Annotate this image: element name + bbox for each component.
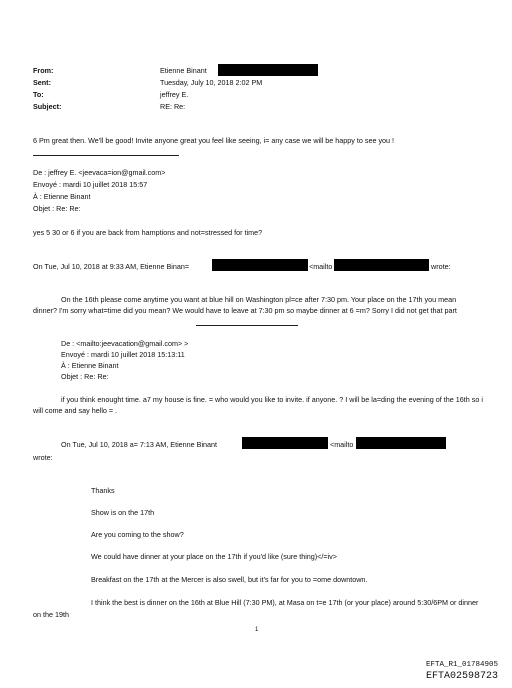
redaction-sender-2 bbox=[242, 437, 328, 449]
from-value: Etienne Binant bbox=[160, 66, 207, 75]
quote2-objet: Objet : Re: Re: bbox=[61, 372, 109, 381]
quoted-paragraph-1: On the 16th please come anytime you want at blue hill on Washington pl=ce after 7:30 pm. Your place on the 17th you mean dinner? I'm sorry what=time did you mean? We would have to leave at 7:30 pm so maybe dinner at 6 =m? Sorry I did not get that part bbox=[33, 295, 457, 315]
quote2-envoye: Envoyé : mardi 10 juillet 2018 15:13:11 bbox=[61, 350, 185, 359]
footer-ref-1: EFTA_R1_01784905 bbox=[425, 661, 498, 669]
subject-value: RE: Re: bbox=[160, 102, 186, 111]
quote1-objet: Objet : Re: Re: bbox=[33, 204, 81, 213]
on-wrote-1-wrote: wrote: bbox=[431, 262, 451, 271]
underline bbox=[196, 325, 298, 326]
line-show: Show is on the 17th bbox=[91, 508, 155, 517]
sent-value: Tuesday, July 10, 2018 2:02 PM bbox=[160, 78, 263, 87]
redaction-sender-1 bbox=[212, 259, 308, 271]
redaction-from bbox=[218, 64, 318, 76]
quote2-de: De : <mailto:jeevacation@gmail.com> > bbox=[61, 339, 189, 348]
quote1-a: À : Etienne Binant bbox=[33, 192, 91, 201]
subject-label: Subject: bbox=[33, 102, 62, 111]
line-breakfast: Breakfast on the 17th at the Mercer is also swell, but it's far for you to =ome downtown. bbox=[91, 575, 368, 584]
on-wrote-2-wrote: wrote: bbox=[33, 453, 53, 462]
quote1-de: De : jeffrey E. <jeevaca=ion@gmail.com> bbox=[33, 168, 166, 177]
sent-label: Sent: bbox=[33, 78, 51, 87]
reply-text-1: 6 Pm great then. We'll be good! Invite anyone great you feel like seeing, i= any case we will be happy to see you ! bbox=[33, 136, 395, 145]
reply-text-2: yes 5 30 or 6 if you are back from hamptions and not=stressed for time? bbox=[33, 228, 263, 237]
quote2-a: À : Etienne Binant bbox=[61, 361, 119, 370]
on-wrote-2-start: On Tue, Jul 10, 2018 a= 7:13 AM, Etienne Binant bbox=[61, 440, 218, 449]
footer-ref-2: EFTA02598723 bbox=[425, 671, 498, 682]
quote1-envoye: Envoyé : mardi 10 juillet 2018 15:57 bbox=[33, 180, 148, 189]
line-dinner-17: We could have dinner at your place on the 17th if you'd like (sure thing)</=iv> bbox=[91, 552, 337, 561]
on-wrote-1-start: On Tue, Jul 10, 2018 at 9:33 AM, Etienne Binan= bbox=[33, 262, 190, 271]
to-label: To: bbox=[33, 90, 44, 99]
page-number: 1 bbox=[255, 627, 259, 633]
quoted-paragraph-2: if you think enought time. a7 my house is fine. = who would you like to invite. if anyone. ? I will be la=ding the evening of the 16th so i will come and say hello = . bbox=[33, 395, 483, 415]
redaction-email-2 bbox=[356, 437, 446, 449]
redaction-email-1 bbox=[334, 259, 429, 271]
line-coming: Are you coming to the show? bbox=[91, 530, 184, 539]
on-wrote-1-mailto: <mailto bbox=[309, 262, 333, 271]
to-value: jeffrey E. bbox=[160, 90, 189, 99]
line-thanks: Thanks bbox=[91, 486, 115, 495]
separator-line bbox=[33, 155, 179, 156]
from-label: From: bbox=[33, 66, 54, 75]
on-wrote-2-mailto: <mailto bbox=[330, 440, 354, 449]
line-best: I think the best is dinner on the 16th at Blue Hill (7:30 PM), at Masa on t=e 17th (or your place) around 5:30/6PM or dinner on the 19th bbox=[33, 598, 479, 619]
